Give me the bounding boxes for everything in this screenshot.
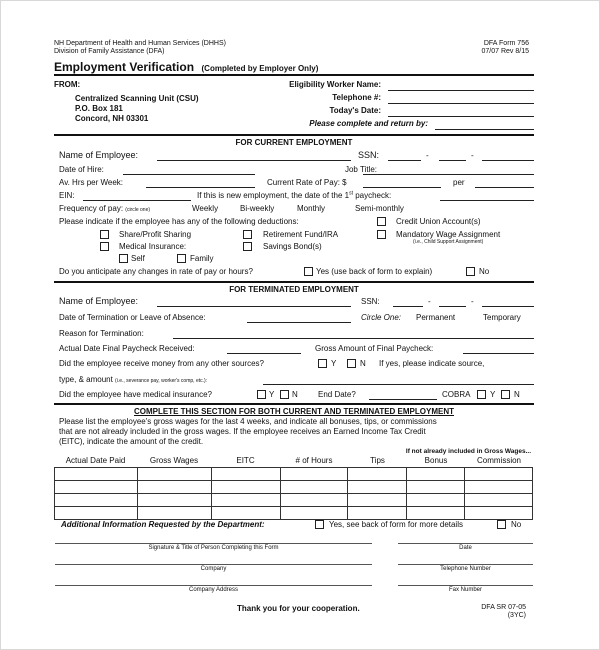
- agency-name: NH Department of Health and Human Services (DHHS): [54, 40, 226, 47]
- changes-no-label: No: [479, 267, 490, 276]
- terminated-section-title: FOR TERMINATED EMPLOYMENT: [229, 285, 359, 294]
- table-row: [55, 468, 533, 481]
- terminated-ssn-part3[interactable]: [482, 306, 534, 307]
- hire-date-field[interactable]: [123, 174, 255, 175]
- terminated-ssn-label: SSN:: [361, 297, 380, 306]
- frequency-semimonthly[interactable]: Semi-monthly: [355, 204, 404, 213]
- cell-date-paid[interactable]: [55, 507, 138, 520]
- current-ssn-part2[interactable]: [439, 160, 466, 161]
- per-label: per: [453, 178, 465, 187]
- temporary-option[interactable]: Temporary: [483, 313, 521, 322]
- cell-tips[interactable]: [348, 468, 407, 481]
- telephone-label: Telephone Number: [440, 566, 491, 572]
- ssn-separator: -: [471, 297, 474, 306]
- cell-commission[interactable]: [465, 481, 533, 494]
- final-paycheck-date-field[interactable]: [227, 353, 301, 354]
- ssn-separator: -: [426, 151, 429, 160]
- end-date-field[interactable]: [369, 399, 437, 400]
- terminated-ssn-part2[interactable]: [439, 306, 466, 307]
- section-divider-current: [54, 134, 534, 136]
- current-ssn-part1[interactable]: [388, 160, 421, 161]
- mandatory-wage-label: Mandatory Wage Assignment: [396, 230, 501, 239]
- worker-telephone-field[interactable]: [388, 103, 534, 104]
- footer-code-suffix: (3YC): [507, 612, 526, 619]
- changes-yes-checkbox[interactable]: [304, 267, 313, 276]
- date-field[interactable]: [398, 543, 533, 544]
- title-subtitle: (Completed by Employer Only): [201, 64, 319, 73]
- col-header-eitc: EITC: [236, 456, 255, 465]
- additional-yes-checkbox[interactable]: [315, 520, 324, 529]
- section-divider-both: [54, 403, 534, 405]
- other-sources-no-checkbox[interactable]: [347, 359, 356, 368]
- ssn-separator: -: [471, 151, 474, 160]
- frequency-monthly[interactable]: Monthly: [297, 204, 326, 213]
- rate-period-field[interactable]: [475, 187, 534, 188]
- retirement-label: Retirement Fund/IRA: [263, 230, 339, 239]
- self-checkbox[interactable]: [119, 254, 128, 263]
- section-divider-terminated: [54, 281, 534, 283]
- savings-bond-checkbox[interactable]: [243, 242, 252, 251]
- thank-you-text: Thank you for your cooperation.: [237, 604, 360, 613]
- todays-date-field[interactable]: [388, 116, 534, 117]
- terminated-ssn-part1[interactable]: [393, 306, 423, 307]
- additional-no-checkbox[interactable]: [497, 520, 506, 529]
- cobra-yes-checkbox[interactable]: [477, 390, 486, 399]
- ssn-separator: -: [428, 297, 431, 306]
- fax-field[interactable]: [398, 585, 533, 586]
- type-amount-hint: (i.e., severance pay, worker's comp, etc.):: [115, 378, 208, 384]
- family-checkbox[interactable]: [177, 254, 186, 263]
- medical-insurance-question: Did the employee have medical insurance?: [59, 390, 212, 399]
- additional-info-label: Additional Information Requested by the Department:: [61, 520, 265, 529]
- ein-field[interactable]: [83, 200, 191, 201]
- job-title-label: Job Title:: [344, 165, 377, 174]
- job-title-field[interactable]: [363, 174, 534, 175]
- rate-field[interactable]: [363, 187, 441, 188]
- mandatory-wage-hint: (i.e., Child Support Assignment): [413, 239, 484, 245]
- rate-label: Current Rate of Pay: $: [267, 178, 347, 187]
- termination-date-field[interactable]: [247, 322, 351, 323]
- reason-label: Reason for Termination:: [59, 329, 144, 338]
- medical-no-label: N: [292, 390, 298, 399]
- return-by-field[interactable]: [435, 129, 534, 130]
- cell-bonus[interactable]: [407, 507, 465, 520]
- frequency-text: Frequency of pay:: [59, 204, 124, 213]
- frequency-biweekly[interactable]: Bi-weekly: [240, 204, 275, 213]
- additional-no-label: No: [511, 520, 522, 529]
- todays-date-label: Today's Date:: [329, 106, 381, 115]
- savings-bond-label: Savings Bond(s): [263, 242, 322, 251]
- cell-commission[interactable]: [465, 507, 533, 520]
- instructions-line2: that are not already included in the gross wages. If the employee receives an Earned Income Tax Credit: [59, 427, 426, 436]
- cell-gross-wages[interactable]: [137, 481, 211, 494]
- return-by-label: Please complete and return by:: [309, 119, 428, 128]
- hours-field[interactable]: [146, 187, 255, 188]
- hours-label: Av. Hrs per Week:: [59, 178, 124, 187]
- current-name-field[interactable]: [157, 160, 351, 161]
- division-name: Division of Family Assistance (DFA): [54, 48, 165, 55]
- table-row: [55, 494, 533, 507]
- other-sources-yes-checkbox[interactable]: [318, 359, 327, 368]
- additional-yes-label: Yes, see back of form for more details: [329, 520, 463, 529]
- cell-hours[interactable]: [280, 494, 348, 507]
- current-ssn-label: SSN:: [358, 150, 380, 160]
- changes-yes-label: Yes (use back of form to explain): [316, 267, 433, 276]
- col-header-bonus: Bonus: [424, 456, 448, 465]
- first-paycheck-sup: st: [349, 190, 353, 197]
- retirement-checkbox[interactable]: [243, 230, 252, 239]
- share-profit-label: Share/Profit Sharing: [119, 230, 192, 239]
- cell-eitc[interactable]: [211, 507, 280, 520]
- cell-hours[interactable]: [280, 507, 348, 520]
- col-header-commission: Commission: [476, 456, 521, 465]
- terminated-name-label: Name of Employee:: [59, 296, 139, 306]
- cell-date-paid[interactable]: [55, 481, 138, 494]
- company-address-field[interactable]: [55, 585, 372, 586]
- credit-union-label: Credit Union Account(s): [396, 217, 481, 226]
- instructions-line1: Please list the employee's gross wages for the last 4 weeks, and indicate all bonuses, tips, or commissions: [59, 417, 437, 426]
- cell-commission[interactable]: [465, 494, 533, 507]
- cell-bonus[interactable]: [407, 468, 465, 481]
- worker-telephone-label: Telephone #:: [332, 93, 381, 102]
- first-paycheck-field[interactable]: [440, 200, 534, 201]
- footer-code: DFA SR 07-05: [481, 604, 526, 611]
- first-paycheck-text-end: paycheck:: [352, 191, 392, 200]
- company-address-label: Company Address: [188, 587, 239, 593]
- company-label: Company: [200, 566, 227, 572]
- col-header-date-paid: Actual Date Paid: [65, 456, 126, 465]
- deductions-label: Please indicate if the employee has any of the following deductions:: [59, 217, 299, 226]
- frequency-weekly[interactable]: Weekly: [192, 204, 219, 213]
- date-label: Date: [459, 545, 472, 551]
- end-date-label: End Date?: [318, 390, 356, 399]
- cell-date-paid[interactable]: [55, 494, 138, 507]
- changes-no-checkbox[interactable]: [466, 267, 475, 276]
- permanent-option[interactable]: Permanent: [416, 313, 456, 322]
- other-sources-yes-label: Y: [331, 359, 337, 368]
- cell-tips[interactable]: [348, 507, 407, 520]
- type-amount-label: [59, 375, 207, 384]
- not-included-note: If not already included in Gross Wages...: [405, 448, 531, 455]
- from-label: FROM:: [54, 80, 81, 89]
- share-profit-checkbox[interactable]: [100, 230, 109, 239]
- frequency-hint: (circle one): [125, 207, 151, 213]
- final-paycheck-date-label: Actual Date Final Paycheck Received:: [59, 344, 195, 353]
- fax-label: Fax Number: [448, 587, 482, 593]
- cell-eitc[interactable]: [211, 481, 280, 494]
- circle-one-label: Circle One:: [361, 313, 402, 322]
- instructions-line3: (EITC), indicate the amount of the credit.: [59, 437, 204, 446]
- current-section-title: FOR CURRENT EMPLOYMENT: [235, 138, 353, 147]
- col-header-tips: Tips: [370, 456, 385, 465]
- first-paycheck-text: If this is new employment, the date of the 1: [197, 191, 350, 200]
- cobra-no-checkbox[interactable]: [501, 390, 510, 399]
- both-section-title: COMPLETE THIS SECTION FOR BOTH CURRENT AND TERMINATED EMPLOYMENT: [134, 407, 454, 416]
- cell-gross-wages[interactable]: [137, 494, 211, 507]
- title-text: Employment Verification: [54, 60, 195, 74]
- type-amount-text: type, & amount: [59, 375, 113, 384]
- telephone-field[interactable]: [398, 564, 533, 565]
- col-header-hours: # of Hours: [295, 456, 333, 465]
- cell-hours[interactable]: [280, 468, 348, 481]
- hire-date-label: Date of Hire:: [59, 165, 104, 174]
- current-ssn-part3[interactable]: [482, 160, 534, 161]
- cell-eitc[interactable]: [211, 494, 280, 507]
- cobra-yes-label: Y: [490, 390, 496, 399]
- medical-yes-checkbox[interactable]: [257, 390, 266, 399]
- cell-eitc[interactable]: [211, 468, 280, 481]
- form-revision: 07/07 Rev 8/15: [481, 48, 529, 55]
- col-header-gross-wages: Gross Wages: [149, 456, 199, 465]
- cell-bonus[interactable]: [407, 481, 465, 494]
- final-paycheck-amount-field[interactable]: [463, 353, 534, 354]
- worker-name-field[interactable]: [388, 90, 534, 91]
- changes-label: Do you anticipate any changes in rate of pay or hours?: [59, 267, 253, 276]
- cell-bonus[interactable]: [407, 494, 465, 507]
- medical-insurance-label: Medical Insurance:: [119, 242, 187, 251]
- table-row: [55, 481, 533, 494]
- form-number: DFA Form 756: [483, 40, 529, 47]
- signature-field[interactable]: [55, 543, 372, 544]
- cell-date-paid[interactable]: [55, 468, 138, 481]
- cobra-no-label: N: [514, 390, 520, 399]
- table-row: [55, 507, 533, 520]
- other-sources-no-label: N: [360, 359, 366, 368]
- type-amount-field[interactable]: [263, 384, 534, 385]
- first-paycheck-label: [197, 191, 391, 200]
- cell-commission[interactable]: [465, 468, 533, 481]
- frequency-label: [59, 204, 150, 213]
- final-paycheck-amount-label: Gross Amount of Final Paycheck:: [315, 344, 434, 353]
- credit-union-checkbox[interactable]: [377, 217, 386, 226]
- from-address-line1: Centralized Scanning Unit (CSU): [75, 94, 199, 103]
- terminated-name-field[interactable]: [157, 306, 351, 307]
- cell-gross-wages[interactable]: [137, 468, 211, 481]
- wages-table: [54, 467, 533, 520]
- if-yes-label: If yes, please indicate source,: [379, 359, 485, 368]
- title-divider: [54, 74, 534, 76]
- worker-name-label: Eligibility Worker Name:: [289, 80, 381, 89]
- ein-label: EIN:: [59, 191, 75, 200]
- medical-yes-label: Y: [269, 390, 275, 399]
- cell-tips[interactable]: [348, 481, 407, 494]
- reason-field[interactable]: [173, 338, 534, 339]
- cell-tips[interactable]: [348, 494, 407, 507]
- company-field[interactable]: [55, 564, 372, 565]
- from-address-line2: P.O. Box 181: [75, 104, 123, 113]
- mandatory-wage-checkbox[interactable]: [377, 230, 386, 239]
- cell-hours[interactable]: [280, 481, 348, 494]
- termination-date-label: Date of Termination or Leave of Absence:: [59, 313, 206, 322]
- from-address-line3: Concord, NH 03301: [75, 114, 149, 123]
- cell-gross-wages[interactable]: [137, 507, 211, 520]
- medical-no-checkbox[interactable]: [280, 390, 289, 399]
- other-sources-label: Did the employee receive money from any other sources?: [59, 359, 264, 368]
- self-label: Self: [131, 254, 145, 263]
- current-name-label: Name of Employee:: [59, 150, 139, 160]
- cobra-label: COBRA: [442, 390, 471, 399]
- medical-insurance-checkbox[interactable]: [100, 242, 109, 251]
- signature-label: Signature & Title of Person Completing this Form: [148, 545, 279, 551]
- family-label: Family: [190, 254, 214, 263]
